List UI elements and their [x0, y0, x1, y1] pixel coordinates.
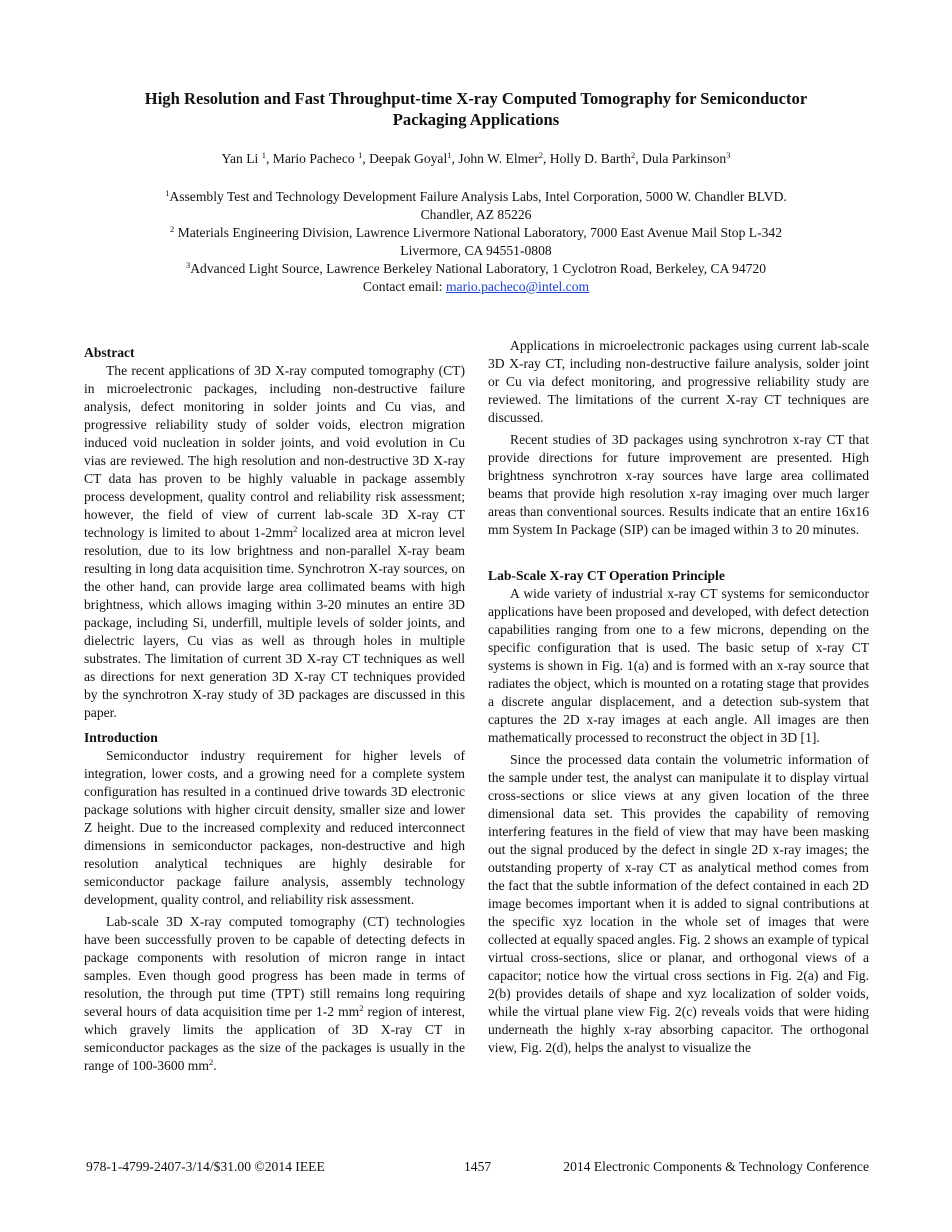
abstract-paragraph: The recent applications of 3D X-ray computed tomography (CT) in microelectronic packages, including non-destructive failure analysis, defect monitoring in solder joints and Cu vias, and progressive reliability study of solder voids, electron migration induced void nucleation in solder joints, and void evolution in Cu vias are reviewed. The high resolution and non-destructive 3D X-ray CT data has proven to be highly valuable in package assembly process development, quality control and reliability risk assessment; however, the field of view of current lab-scale 3D X-ray CT technology is limited to about $1-2mm^2$ localized area at micron level resolution, due to its low brightness and non-parallel X-ray beam resulting in long data acquisition time. Synchrotron X-ray sources, on the other hand, can provide large area collimated beams with high brightness, which allows imaging within 3-20 minutes an entire 3D package, including Si, underfill, multiple levels of solder joints, and dielectric layers, Cu vias as well as through holes in multiple substrates. The limitation of current 3D X-ray CT techniques as well as directions for next generation 3D X-ray CT techniques provided by the synchrotron X-ray study of 3D packages are discussed in this paper. [84, 363, 465, 720]
title-line-2: Packaging Applications [392, 110, 560, 129]
author: Deepak Goyal$^1$, [369, 150, 459, 166]
right-paragraph-1: Applications in microelectronic packages using current lab-scale 3D X-ray CT, including non-destructive failure analysis, solder joint or Cu via defect monitoring, and progressive reliability study are reviewed. The limitations of the current X-ray CT techniques are discussed. [488, 338, 869, 425]
affiliation-3: $^3$Advanced Light Source, Lawrence Berkeley National Laboratory, 1 Cyclotron Road, Berkeley, CA 94720 [185, 260, 767, 276]
footer-conference: 2014 Electronic Components & Technology Conference [563, 1159, 869, 1174]
title-line-1: High Resolution and Fast Throughput-time X-ray Computed Tomography for Semiconductor [144, 89, 808, 108]
author-list [80, 150, 872, 168]
author: John W. Elmer$^2$, [458, 150, 550, 166]
section-heading-operation-principle: Lab-Scale X-ray CT Operation Principle [488, 568, 725, 583]
left-column [84, 344, 465, 1079]
intro-paragraph-1: Semiconductor industry requirement for higher levels of integration, lower costs, and a growing need for a complete system configuration has resulted in a continued drive towards 3D electronic package solutions with higher circuit density, smaller size and lower Z height. Due to the increased complexity and reduced interconnect dimensions in semiconductor packages, non-destructive and high resolution analytical techniques are highly desirable for semiconductor package failure analysis, assembly technology development, quality control, and reliability risk assessment. [84, 748, 465, 907]
author: Holly D. Barth$^2$, [549, 150, 643, 166]
contact-email-link[interactable]: mario.pacheco@intel.com [445, 279, 590, 294]
contact-line: Contact email: mario.pacheco@intel.com [362, 279, 590, 294]
author: Yan Li $^1$, [221, 150, 273, 166]
right-paragraph-3: A wide variety of industrial x-ray CT systems for semiconductor applications have been proposed and developed, with defect detection capabilities ranging from one to a few microns, depending on the specific configuration that is used. The basic setup of x-ray CT systems is shown in Fig. 1(a) and is formed with an x-ray source that radiates the object, which is mounted on a rotating stage that provides a discrete angular displacement, and a detection sub-system that captures the 2D x-ray images at each angle. All images are then mathematically processed to reconstruct the object in 3D [1]. [488, 586, 869, 745]
right-paragraph-4: Since the processed data contain the volumetric information of the sample under test, the analyst can manipulate it to display virtual cross-sections or slice views at any given location of the three dimensional data set. This provides the capability of removing interfering features in the field of view that may have been masking out the signal produced by the defect in single 2D x-ray images; the outstanding property of x-ray CT as analytical method comes from the fact that the subtle information of the defect contained in each 2D image becomes important when it is added to signal contributions at the specific xyz location in the whole set of images that were collected at equally spaced angles. Fig. 2 shows an example of typical virtual cross-sections, slice or planar, and orthogonal views of a capacitor; notice how the virtual cross sections in Fig. 2(a) and Fig. 2(b) provides details of shape and xyz localization of solder voids, while the virtual plane view Fig. 2(c) reveals voids that were hiding underneath the highly x-ray absorbing capacitor. The orthogonal view, Fig. 2(d), helps the analyst to visualize the [488, 752, 869, 1055]
right-paragraph-2: Recent studies of 3D packages using synchrotron x-ray CT that provide directions for future improvement are presented. High brightness synchrotron x-ray sources have large area collimated beams that provide high resolution x-ray imaging over much larger areas than conventional sources. Results indicate that an entire 16x16 mm System In Package (SIP) can be imaged within 3 to 20 minutes. [488, 432, 869, 537]
affiliation-2-line-2: Livermore, CA 94551-0808 [400, 243, 552, 258]
footer-page-number: 1457 [464, 1159, 492, 1174]
right-column [488, 337, 869, 1061]
footer-isbn: 978-1-4799-2407-3/14/$31.00 ©2014 IEEE [86, 1159, 325, 1174]
introduction-heading: Introduction [84, 730, 158, 745]
intro-paragraph-2: Lab-scale 3D X-ray computed tomography (CT) technologies have been successfully proven to be capable of detecting defects in package components with resolution of micron range in intact samples. Even though good progress has been made in terms of resolution, the through put time (TPT) still remains long requiring several hours of data acquisition time per 1-2 $mm^2$ region of interest, which gravely limits the application of 3D X-ray CT in semiconductor packages as the size of the packages is usually in the range of 100-3600 $mm^2$. [84, 914, 465, 1073]
abstract-heading: Abstract [84, 345, 135, 360]
paper-title [80, 88, 872, 130]
affiliation-1-line-2: Chandler, AZ 85226 [420, 207, 532, 222]
affiliation-2: $^2$ Materials Engineering Division, Lawrence Livermore National Laboratory, 7000 East Avenue Mail Stop L-342 [169, 224, 783, 240]
affiliations [80, 188, 872, 296]
author: Mario Pacheco $^1$, [272, 150, 370, 166]
author: Dula Parkinson$^3$ [642, 150, 731, 166]
affiliation-1: $^1$Assembly Test and Technology Development Failure Analysis Labs, Intel Corporation, 5000 W. Chandler BLVD. [165, 188, 787, 204]
